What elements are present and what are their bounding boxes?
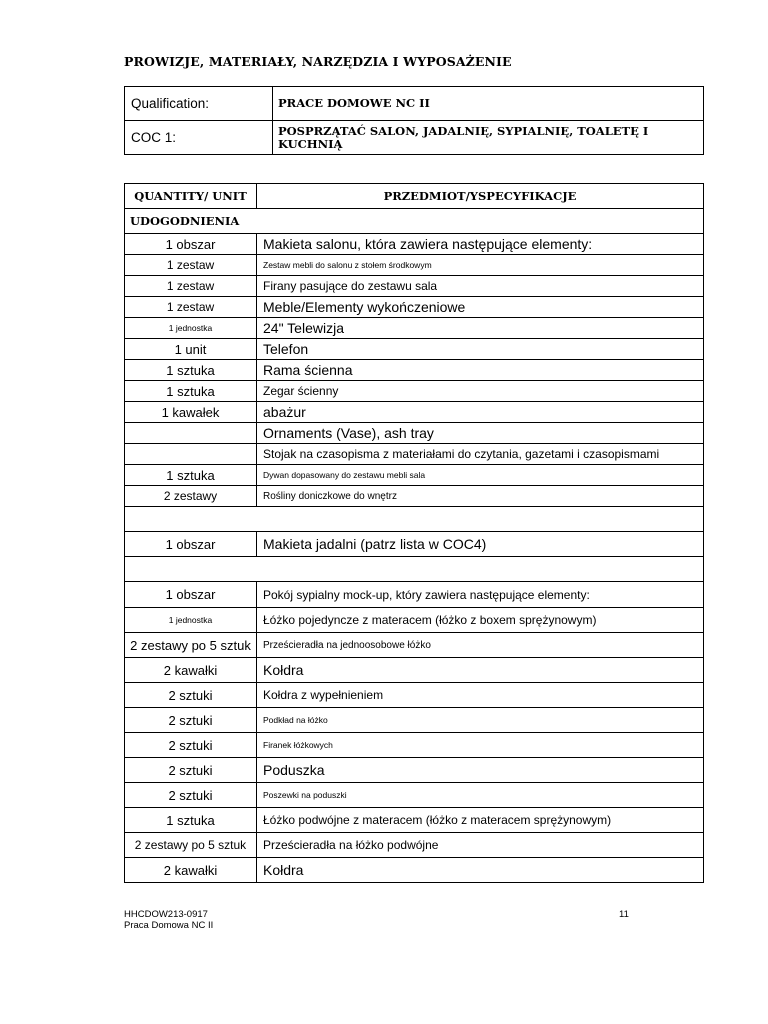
table-row xyxy=(125,783,704,808)
quantity-cell: 1 jednostka xyxy=(125,318,257,339)
table-row xyxy=(125,444,704,465)
blank-cell xyxy=(125,507,704,532)
item-cell: Dywan dopasowany do zestawu mebli sala xyxy=(257,465,704,486)
item-cell: Łóżko pojedyncze z materacem (łóżko z boxem sprężynowym) xyxy=(257,608,704,633)
coc-row xyxy=(125,121,704,155)
table-row xyxy=(125,402,704,423)
quantity-cell: 2 kawałki xyxy=(125,658,257,683)
quantity-cell: 1 kawałek xyxy=(125,402,257,423)
qualification-label: Qualification: xyxy=(125,87,273,121)
section-title: UDOGODNIENIA xyxy=(125,209,704,234)
table-row xyxy=(125,608,704,633)
footer-document-code: HHCDOW213-0917 xyxy=(124,909,208,920)
quantity-cell: 1 sztuka xyxy=(125,808,257,833)
item-cell: Prześcieradła na jednoosobowe łóżko xyxy=(257,633,704,658)
item-cell: Ornaments (Vase), ash tray xyxy=(257,423,704,444)
table-row xyxy=(125,633,704,658)
table-row xyxy=(125,297,704,318)
item-cell: Meble/Elementy wykończeniowe xyxy=(257,297,704,318)
table-row xyxy=(125,339,704,360)
item-cell: Zestaw mebli do salonu z stołem środkowym xyxy=(257,255,704,276)
quantity-cell: 1 jednostka xyxy=(125,608,257,633)
item-cell: abażur xyxy=(257,402,704,423)
page-title: PROWIZJE, MATERIAŁY, NARZĘDZIA I WYPOSAŻENIE xyxy=(124,54,512,69)
quantity-cell: 2 zestawy po 5 sztuk xyxy=(125,833,257,858)
quantity-cell: 2 sztuki xyxy=(125,708,257,733)
item-cell: Podkład na łóżko xyxy=(257,708,704,733)
table-row xyxy=(125,532,704,557)
section-row xyxy=(125,209,704,234)
table-row xyxy=(125,255,704,276)
quantity-cell: 1 zestaw xyxy=(125,276,257,297)
quantity-cell: 2 sztuki xyxy=(125,783,257,808)
table-row xyxy=(125,234,704,255)
table-row xyxy=(125,658,704,683)
qualification-row xyxy=(125,87,704,121)
quantity-cell: 2 kawałki xyxy=(125,858,257,883)
table-row xyxy=(125,276,704,297)
blank-cell xyxy=(125,557,704,582)
table-row xyxy=(125,582,704,608)
quantity-cell: 1 sztuka xyxy=(125,360,257,381)
item-cell: Rośliny doniczkowe do wnętrz xyxy=(257,486,704,507)
blank-row xyxy=(125,507,704,532)
item-cell: Łóżko podwójne z materacem (łóżko z materacem sprężynowym) xyxy=(257,808,704,833)
quantity-cell: 2 zestawy po 5 sztuk xyxy=(125,633,257,658)
item-cell: 24" Telewizja xyxy=(257,318,704,339)
item-cell: Makieta salonu, która zawiera następujące elementy: xyxy=(257,234,704,255)
qualification-table xyxy=(124,86,704,155)
items-table xyxy=(124,183,704,883)
table-row xyxy=(125,683,704,708)
item-cell: Kołdra z wypełnieniem xyxy=(257,683,704,708)
table-row xyxy=(125,486,704,507)
quantity-cell xyxy=(125,444,257,465)
item-cell: Zegar ścienny xyxy=(257,381,704,402)
quantity-cell: 1 unit xyxy=(125,339,257,360)
item-cell: Makieta jadalni (patrz lista w COC4) xyxy=(257,532,704,557)
table-row xyxy=(125,808,704,833)
item-cell: Firany pasujące do zestawu sala xyxy=(257,276,704,297)
table-row xyxy=(125,833,704,858)
quantity-cell: 1 obszar xyxy=(125,532,257,557)
coc-label: COC 1: xyxy=(125,121,273,155)
quantity-cell: 1 sztuka xyxy=(125,381,257,402)
quantity-cell: 1 obszar xyxy=(125,582,257,608)
item-cell: Poszewki na poduszki xyxy=(257,783,704,808)
item-cell: Prześcieradła na łóżko podwójne xyxy=(257,833,704,858)
table-row xyxy=(125,381,704,402)
table-header-row xyxy=(125,184,704,209)
item-cell: Rama ścienna xyxy=(257,360,704,381)
qualification-value: PRACE DOMOWE NC II xyxy=(273,87,704,121)
footer xyxy=(124,909,213,931)
footer-subtitle: Praca Domowa NC II xyxy=(124,920,214,931)
quantity-cell: 2 sztuki xyxy=(125,758,257,783)
table-row xyxy=(125,733,704,758)
item-cell: Firanek łóżkowych xyxy=(257,733,704,758)
item-cell: Poduszka xyxy=(257,758,704,783)
table-row xyxy=(125,360,704,381)
quantity-cell: 2 sztuki xyxy=(125,733,257,758)
blank-row xyxy=(125,557,704,582)
quantity-cell: 1 sztuka xyxy=(125,465,257,486)
header-item: PRZEDMIOT/YSPECYFIKACJE xyxy=(257,184,704,209)
coc-value: POSPRZĄTAĆ SALON, JADALNIĘ, SYPIALNIĘ, TOALETĘ I KUCHNIĄ xyxy=(273,121,704,155)
item-cell: Telefon xyxy=(257,339,704,360)
quantity-cell: 1 obszar xyxy=(125,234,257,255)
table-row xyxy=(125,465,704,486)
quantity-cell: 1 zestaw xyxy=(125,255,257,276)
item-cell: Kołdra xyxy=(257,858,704,883)
table-row xyxy=(125,758,704,783)
item-cell: Kołdra xyxy=(257,658,704,683)
quantity-cell: 1 zestaw xyxy=(125,297,257,318)
item-cell: Stojak na czasopisma z materiałami do czytania, gazetami i czasopismami xyxy=(257,444,704,465)
page-number: 11 xyxy=(619,909,629,920)
quantity-cell: 2 zestawy xyxy=(125,486,257,507)
table-row xyxy=(125,708,704,733)
quantity-cell: 2 sztuki xyxy=(125,683,257,708)
table-row xyxy=(125,423,704,444)
table-row xyxy=(125,858,704,883)
item-cell: Pokój sypialny mock-up, który zawiera następujące elementy: xyxy=(257,582,704,608)
quantity-cell xyxy=(125,423,257,444)
table-row xyxy=(125,318,704,339)
header-quantity: QUANTITY/ UNIT xyxy=(125,184,257,209)
